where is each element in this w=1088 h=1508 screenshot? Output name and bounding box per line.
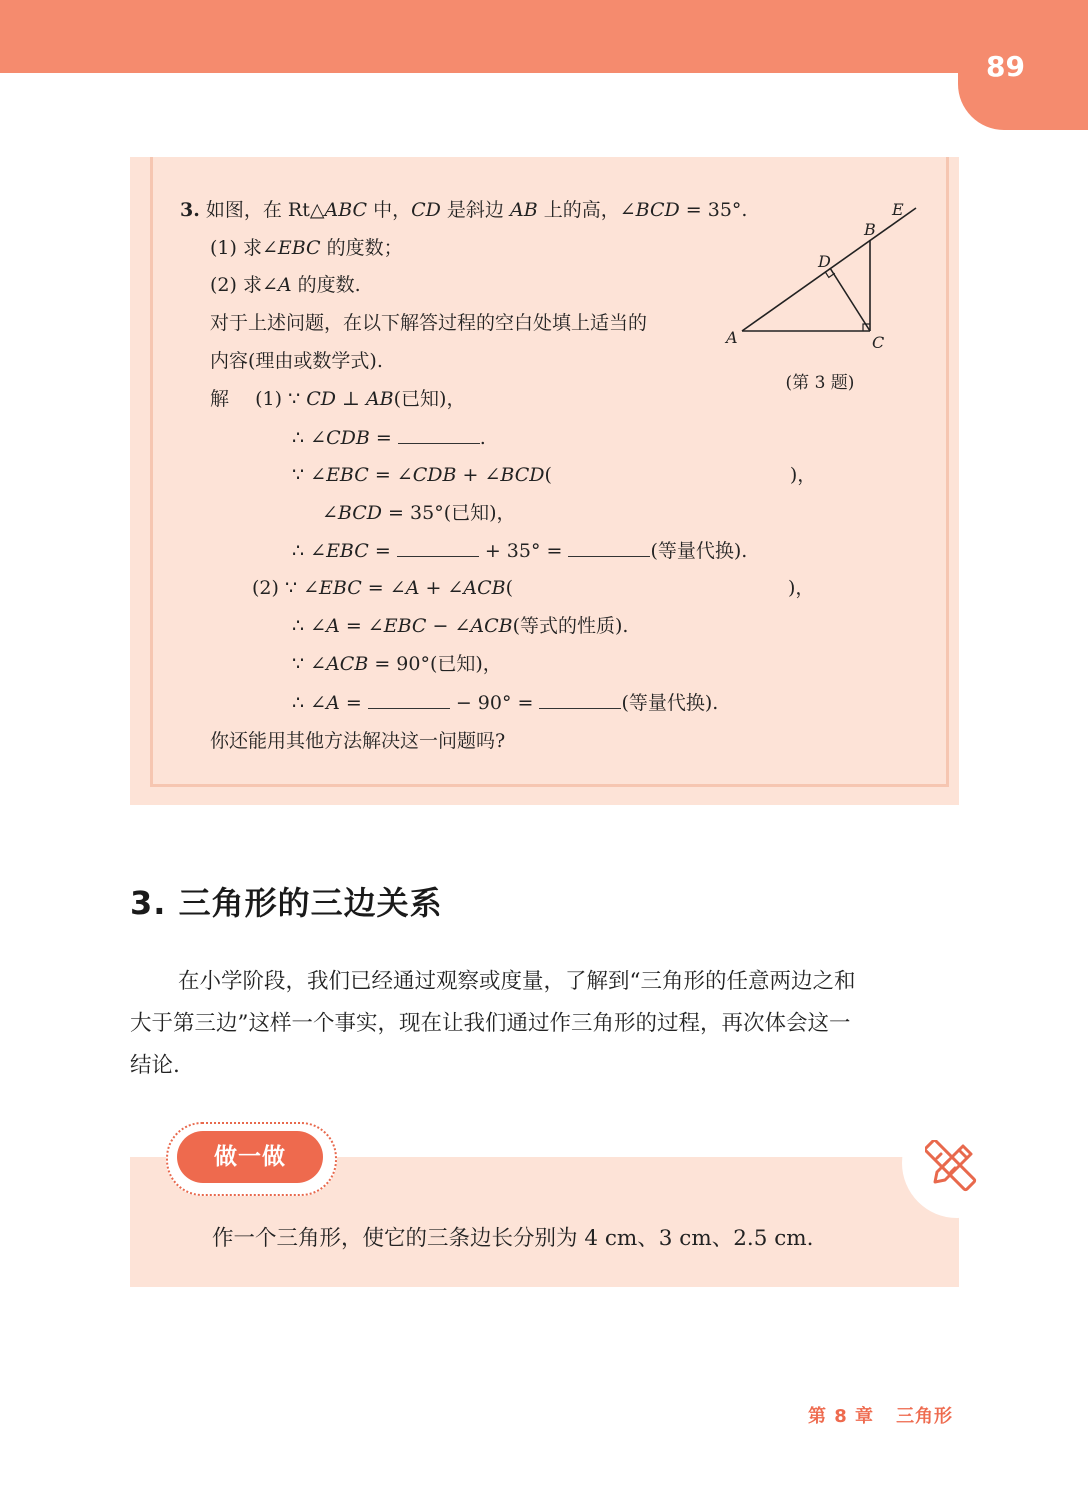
label-c: C: [872, 333, 885, 352]
section-title: 3. 三角形的三边关系: [130, 884, 443, 922]
exercise-statement: 3. 如图，在 Rt△ABC 中，CD 是斜边 AB 上的高，∠BCD = 35°.: [180, 199, 748, 221]
solution-line-4: ∠BCD = 35°(已知)，: [322, 502, 516, 524]
answer-blank[interactable]: [539, 690, 621, 709]
answer-blank[interactable]: [568, 538, 650, 557]
exercise-number: 3.: [180, 199, 200, 221]
solution-line-7: ∴ ∠A = ∠EBC − ∠ACB(等式的性质).: [292, 615, 629, 637]
instruction-line-1: 对于上述问题，在以下解答过程的空白处填上适当的: [210, 312, 648, 334]
header-band: [0, 0, 1088, 73]
closing-question: 你还能用其他方法解决这一问题吗?: [210, 730, 506, 752]
question-1: (1) 求∠EBC 的度数；: [210, 237, 403, 259]
answer-blank[interactable]: [397, 538, 479, 557]
solution-line-8: ∵ ∠ACB = 90°(已知)，: [292, 653, 502, 675]
chapter-title: 三角形: [896, 1406, 954, 1427]
answer-blank[interactable]: [398, 425, 480, 444]
figure-caption: (第 3 题): [785, 373, 855, 393]
label-e: E: [892, 200, 904, 219]
paragraph-line-1: 在小学阶段，我们已经通过观察或度量，了解到“三角形的任意两边之和: [178, 969, 856, 994]
page-number: 89: [986, 50, 1025, 83]
question-2: (2) 求∠A 的度数.: [210, 274, 361, 296]
solution-line-5: ∴ ∠EBC = + 35° = (等量代换).: [292, 540, 748, 562]
footer-chapter: [808, 1402, 953, 1428]
pencil-ruler-icon: [925, 1140, 977, 1192]
solution-line-6: (2) ∵ ∠EBC = ∠A + ∠ACB( )，: [252, 577, 815, 599]
activity-text: 作一个三角形，使它的三条边长分别为 4 cm、3 cm、2.5 cm.: [212, 1226, 814, 1251]
label-b: B: [864, 220, 876, 239]
line-cd: [830, 268, 870, 331]
triangle-figure: [720, 195, 930, 360]
answer-blank[interactable]: [368, 690, 450, 709]
instruction-line-2: 内容(理由或数学式).: [210, 350, 383, 372]
solution-line-3: ∵ ∠EBC = ∠CDB + ∠BCD( )，: [292, 464, 817, 486]
label-d: D: [818, 252, 831, 271]
solution-line-2: ∴ ∠CDB = .: [292, 427, 486, 449]
label-a: A: [726, 328, 738, 347]
paragraph-line-3: 结论.: [130, 1053, 180, 1078]
paragraph-line-2: 大于第三边”这样一个事实，现在让我们通过作三角形的过程，再次体会这一: [130, 1011, 851, 1036]
activity-badge: 做一做: [177, 1131, 323, 1183]
chapter-number: 第 8 章: [808, 1406, 875, 1427]
solution-line-1: 解 (1) ∵ CD ⊥ AB(已知)，: [210, 388, 466, 410]
solution-line-9: ∴ ∠A = − 90° = (等量代换).: [292, 692, 719, 714]
